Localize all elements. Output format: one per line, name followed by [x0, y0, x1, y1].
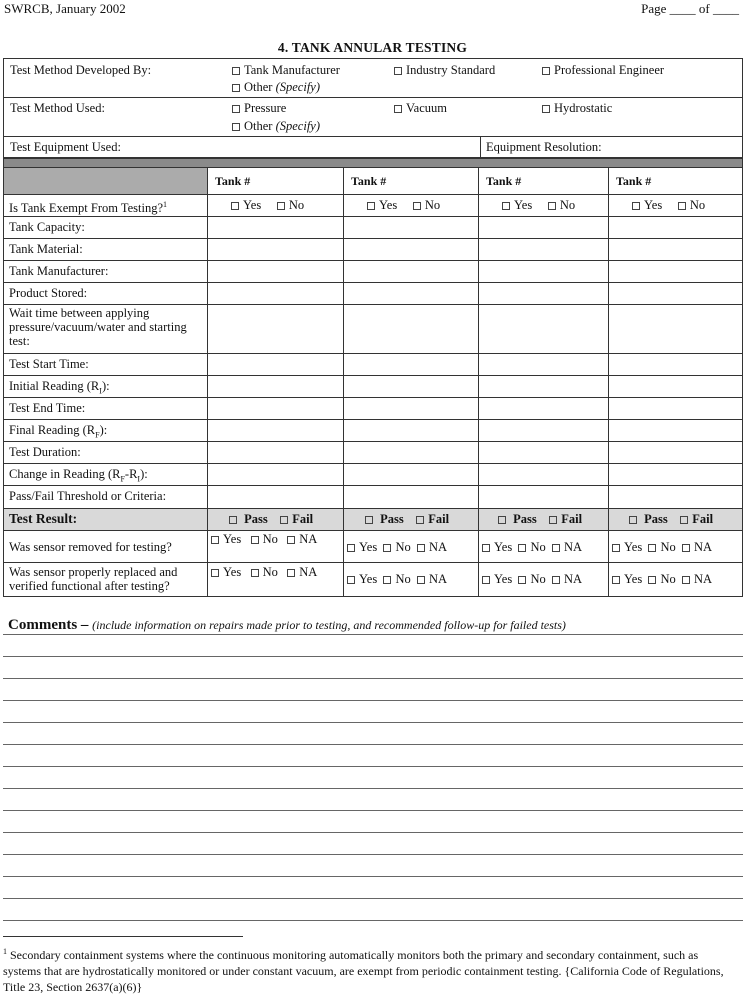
tank-2-sensor-removed[interactable]: Yes No NA	[347, 540, 447, 555]
label-change: Change in Reading $(R_F-R_I)$:	[9, 467, 148, 484]
checkbox-icon[interactable]	[552, 544, 560, 552]
checkbox-icon[interactable]	[502, 202, 510, 210]
header-band	[3, 158, 743, 168]
tank-3-header[interactable]: Tank #	[486, 174, 522, 188]
tank-1-sensor-removed[interactable]: Yes No NA	[211, 532, 317, 547]
checkbox-icon[interactable]	[416, 516, 424, 524]
checkbox-icon[interactable]	[413, 202, 421, 210]
method-used-label: Test Method Used:	[10, 101, 105, 115]
tank-4-header[interactable]: Tank #	[616, 174, 652, 188]
label-threshold: Pass/Fail Threshold or Criteria:	[9, 489, 167, 503]
checkbox-icon[interactable]	[518, 576, 526, 584]
label-material: Tank Material:	[9, 242, 83, 256]
tank-3-result[interactable]: Pass Fail	[498, 512, 582, 527]
label-duration: Test Duration:	[9, 445, 81, 459]
checkbox-icon[interactable]	[612, 544, 620, 552]
tank-3-exempt[interactable]: Yes No	[502, 198, 575, 213]
equipment-resolution-field[interactable]: Equipment Resolution:	[486, 140, 602, 154]
checkbox-icon[interactable]	[211, 536, 219, 544]
label-capacity: Tank Capacity:	[9, 220, 85, 234]
checkbox-icon[interactable]	[232, 67, 240, 75]
checkbox-icon[interactable]	[287, 536, 295, 544]
checkbox-icon[interactable]	[277, 202, 285, 210]
section-title: 4. TANK ANNULAR TESTING	[277, 40, 468, 55]
checkbox-icon[interactable]	[518, 544, 526, 552]
option-professional-engineer[interactable]: Professional Engineer	[542, 63, 664, 78]
checkbox-icon[interactable]	[632, 202, 640, 210]
tank-2-exempt[interactable]: Yes No	[367, 198, 440, 213]
checkbox-icon[interactable]	[482, 576, 490, 584]
tank-1-exempt[interactable]: Yes No	[231, 198, 304, 213]
equipment-used-field[interactable]: Test Equipment Used:	[10, 140, 121, 154]
page-number-field[interactable]: Page ____ of ____	[641, 1, 739, 16]
tank-test-table	[3, 158, 743, 597]
tank-2-result[interactable]: Pass Fail	[365, 512, 449, 527]
checkbox-icon[interactable]	[394, 67, 402, 75]
checkbox-icon[interactable]	[648, 576, 656, 584]
checkbox-icon[interactable]	[394, 105, 402, 113]
test-method-box	[3, 58, 743, 158]
checkbox-icon[interactable]	[612, 576, 620, 584]
checkbox-icon[interactable]	[383, 544, 391, 552]
checkbox-icon[interactable]	[211, 569, 219, 577]
tank-3-sensor-replaced[interactable]: Yes No NA	[482, 572, 582, 587]
checkbox-icon[interactable]	[229, 516, 237, 524]
checkbox-icon[interactable]	[280, 516, 288, 524]
checkbox-icon[interactable]	[365, 516, 373, 524]
checkbox-icon[interactable]	[232, 84, 240, 92]
label-wait-time: Wait time between applying pressure/vacuum/water and starting test:	[9, 306, 187, 348]
checkbox-icon[interactable]	[347, 576, 355, 584]
checkbox-icon[interactable]	[232, 105, 240, 113]
tank-4-result[interactable]: Pass Fail	[629, 512, 713, 527]
tank-1-result[interactable]: Pass Fail	[229, 512, 313, 527]
tank-4-sensor-replaced[interactable]: Yes No NA	[612, 572, 712, 587]
checkbox-icon[interactable]	[678, 202, 686, 210]
option-tank-manufacturer[interactable]: Tank Manufacturer	[232, 63, 340, 78]
option-pressure[interactable]: Pressure	[232, 101, 286, 116]
option-other-used[interactable]: Other (Specify)	[232, 119, 320, 134]
tank-4-exempt[interactable]: Yes No	[632, 198, 705, 213]
checkbox-icon[interactable]	[498, 516, 506, 524]
comments-heading: Comments – (include information on repairs made prior to testing, and recommended follow-up for failed tests)	[8, 617, 566, 633]
option-hydrostatic[interactable]: Hydrostatic	[542, 101, 612, 116]
checkbox-icon[interactable]	[629, 516, 637, 524]
checkbox-icon[interactable]	[367, 202, 375, 210]
label-exempt: Is Tank Exempt From Testing?$^1$	[9, 200, 168, 216]
method-developed-label: Test Method Developed By:	[10, 63, 152, 77]
label-start-time: Test Start Time:	[9, 357, 89, 371]
checkbox-icon[interactable]	[231, 202, 239, 210]
tank-4-sensor-removed[interactable]: Yes No NA	[612, 540, 712, 555]
label-final-reading: Final Reading $(R_F)$:	[9, 423, 108, 440]
header-corner	[3, 168, 207, 194]
label-test-result: Test Result:	[9, 511, 78, 526]
checkbox-icon[interactable]	[548, 202, 556, 210]
option-industry-standard[interactable]: Industry Standard	[394, 63, 495, 78]
checkbox-icon[interactable]	[347, 544, 355, 552]
checkbox-icon[interactable]	[232, 123, 240, 131]
checkbox-icon[interactable]	[251, 536, 259, 544]
checkbox-icon[interactable]	[648, 544, 656, 552]
form-header-left: SWRCB, January 2002	[4, 1, 126, 16]
footnote-rule	[3, 936, 243, 937]
checkbox-icon[interactable]	[287, 569, 295, 577]
option-other-developed[interactable]: Other (Specify)	[232, 80, 320, 95]
label-end-time: Test End Time:	[9, 401, 86, 415]
footnote: $^1$ Secondary containment systems where the continuous monitoring automatically monitors both the primary and secondary containment, such as systems that are hydrostatically monitored or under constant vacuum, are exempt from periodic containment testing. {California Code of Regulations, Title 23, Section 2637(a)(6)}	[3, 947, 724, 994]
label-product: Product Stored:	[9, 286, 88, 300]
checkbox-icon[interactable]	[417, 576, 425, 584]
checkbox-icon[interactable]	[542, 67, 550, 75]
checkbox-icon[interactable]	[549, 516, 557, 524]
option-vacuum[interactable]: Vacuum	[394, 101, 447, 116]
checkbox-icon[interactable]	[383, 576, 391, 584]
label-manufacturer: Tank Manufacturer:	[9, 264, 109, 278]
checkbox-icon[interactable]	[417, 544, 425, 552]
checkbox-icon[interactable]	[680, 516, 688, 524]
checkbox-icon[interactable]	[251, 569, 259, 577]
checkbox-icon[interactable]	[682, 576, 690, 584]
checkbox-icon[interactable]	[482, 544, 490, 552]
tank-1-header[interactable]: Tank #	[215, 174, 251, 188]
label-sensor-removed: Was sensor removed for testing?	[9, 540, 172, 554]
checkbox-icon[interactable]	[542, 105, 550, 113]
tank-3-sensor-removed[interactable]: Yes No NA	[482, 540, 582, 555]
tank-header-row	[3, 168, 743, 194]
tank-1-sensor-replaced[interactable]: Yes No NA	[211, 565, 317, 580]
checkbox-icon[interactable]	[552, 576, 560, 584]
checkbox-icon[interactable]	[682, 544, 690, 552]
tank-2-header[interactable]: Tank #	[351, 174, 387, 188]
tank-2-sensor-replaced[interactable]: Yes No NA	[347, 572, 447, 587]
label-initial-reading: Initial Reading $(R_I)$:	[9, 379, 110, 396]
label-sensor-replaced: Was sensor properly replaced and verified functional after testing?	[9, 565, 178, 593]
